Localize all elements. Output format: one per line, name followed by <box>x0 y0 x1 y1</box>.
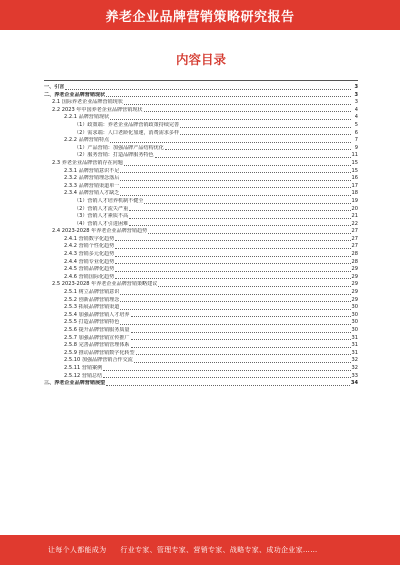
toc-entry-label: 2.3.1 品牌营销意识不足 <box>64 167 120 174</box>
toc-leader-dots <box>120 301 350 302</box>
toc-entry-label: 2.3 养老企业品牌营销存在问题 <box>52 159 123 166</box>
toc-entry-page: 15 <box>351 167 358 174</box>
toc-entry[interactable] <box>44 183 358 191</box>
toc-leader-dots <box>106 96 351 97</box>
toc-leader-dots <box>120 195 350 196</box>
toc-leader-dots <box>120 324 350 325</box>
toc-entry[interactable] <box>44 160 358 168</box>
toc-entry[interactable] <box>44 228 358 236</box>
toc-entry[interactable] <box>44 175 358 183</box>
toc-leader-dots <box>158 286 350 287</box>
toc-leader-dots <box>131 332 351 333</box>
toc-entry-label: 2.4.3 营销多元化趋势 <box>64 251 115 258</box>
toc-entry[interactable] <box>44 281 358 289</box>
toc-entry-page: 29 <box>351 281 358 288</box>
toc-entry-page: 9 <box>354 144 358 151</box>
toc-entry-page: 20 <box>351 205 358 212</box>
toc-entry-label: 2.2.2 品牌营销特点 <box>64 137 110 144</box>
toc-entry[interactable] <box>44 130 358 138</box>
toc-entry[interactable] <box>44 168 358 176</box>
toc-entry-label: （2）需求端：人口老龄化加速，消费需求多样 <box>74 129 180 136</box>
toc-entry-label: （1）产品营销：加强品牌产品结构优化 <box>74 144 164 151</box>
toc-leader-dots <box>165 149 351 150</box>
toc-entry-page: 27 <box>351 243 358 250</box>
toc-leader-dots <box>155 157 351 158</box>
toc-leader-dots <box>115 271 350 272</box>
toc-leader-dots <box>131 347 351 348</box>
toc-entry[interactable] <box>44 357 358 365</box>
toc-entry-page: 19 <box>351 197 358 204</box>
toc-entry-page: 18 <box>351 190 358 197</box>
toc-entry[interactable] <box>44 99 358 107</box>
toc-entry-label: （2）营销人才流失严重 <box>74 205 129 212</box>
toc-entry-label: 2.5.10 加强品牌营销合作交流 <box>64 357 133 364</box>
toc-entry-label: 2.5.11 营销案例 <box>64 364 103 371</box>
toc-entry-page: 15 <box>351 159 358 166</box>
toc-entry-page: 31 <box>351 334 358 341</box>
toc-entry[interactable] <box>44 206 358 214</box>
toc-leader-dots <box>120 187 350 188</box>
toc-entry-label: 2.5.1 树立品牌营销意识 <box>64 289 120 296</box>
toc-entry-label: 2.5.3 拓展品牌营销渠道 <box>64 304 120 311</box>
toc-entry-page: 33 <box>351 372 358 379</box>
toc-entry[interactable] <box>44 243 358 251</box>
toc-entry-page: 16 <box>351 175 358 182</box>
toc-entry-label: 2.4.6 营销国际化趋势 <box>64 273 115 280</box>
toc-leader-dots <box>124 165 351 166</box>
toc-leader-dots <box>134 362 351 363</box>
report-title: 养老企业品牌营销策略研究报告 <box>105 9 295 25</box>
toc-entry-label: 2.5.9 推动品牌营销数字化转型 <box>64 349 135 356</box>
toc-entry[interactable] <box>44 274 358 282</box>
toc-entry-label: 2.5.8 完善品牌营销管理体系 <box>64 342 130 349</box>
toc-entry-label: （1）政策端：养老企业品牌营销政策持续完善 <box>74 121 180 128</box>
toc-leader-dots <box>120 172 350 173</box>
toc-entry[interactable] <box>44 236 358 244</box>
toc-entry-label: 2.5.5 打造品牌营销特色 <box>64 319 120 326</box>
toc-leader-dots <box>120 180 350 181</box>
toc-entry[interactable] <box>44 350 358 358</box>
toc-entry-label: （4）营销人才引进困难 <box>74 220 129 227</box>
toc-entry[interactable] <box>44 297 358 305</box>
toc-entry-page: 31 <box>351 349 358 356</box>
toc-leader-dots <box>129 210 350 211</box>
toc-entry-page: 31 <box>351 342 358 349</box>
toc-entry-label: 三、养老企业品牌营销展望 <box>44 380 106 387</box>
toc-entry[interactable] <box>44 190 358 198</box>
toc-entry[interactable] <box>44 380 358 388</box>
toc-entry-page: 21 <box>351 213 358 220</box>
toc-entry-page: 30 <box>351 327 358 333</box>
toc-leader-dots <box>131 339 351 340</box>
toc-entry-page: 29 <box>351 266 358 273</box>
toc-entry-page: 30 <box>351 311 358 318</box>
toc-entry[interactable] <box>44 221 358 229</box>
toc-entry-page: 28 <box>351 251 358 258</box>
toc-leader-dots <box>110 119 351 120</box>
toc-entry[interactable] <box>44 198 358 206</box>
toc-entry[interactable] <box>44 373 358 381</box>
toc-entry-label: 2.2 2023 年中国养老企业品牌营销现状 <box>52 106 143 113</box>
toc-entry-page: 30 <box>351 304 358 311</box>
toc-entry[interactable] <box>44 365 358 373</box>
toc-entry[interactable] <box>44 327 358 335</box>
toc-leader-dots <box>148 233 350 234</box>
toc-entry-label: 2.5.7 加强品牌营销宣传推广 <box>64 334 130 341</box>
toc-leader-dots <box>129 225 350 226</box>
footer-slogan: 让每个人都能成为 <box>48 546 107 554</box>
toc-leader-dots <box>129 218 350 219</box>
toc-entry-page: 29 <box>351 296 358 303</box>
toc-entry-label: 2.5.2 创新品牌营销理念 <box>64 296 120 303</box>
toc-entry-label: （2）服务营销：打造品牌服务特色 <box>74 152 154 159</box>
toc-entry-page: 17 <box>351 182 358 189</box>
toc-divider <box>44 80 358 81</box>
toc-leader-dots <box>110 142 351 143</box>
toc-entry[interactable] <box>44 92 358 100</box>
toc-leader-dots <box>115 240 350 241</box>
header-banner <box>0 0 400 30</box>
toc-entry-label: （3）营销人才素质不高 <box>74 213 129 220</box>
toc-leader-dots <box>115 256 350 257</box>
toc-leader-dots <box>103 377 350 378</box>
toc-entry-page: 28 <box>351 258 358 265</box>
toc-entry-label: 2.3.2 品牌营销理念落后 <box>64 175 120 182</box>
toc-entry-label: 2.4.5 营销品牌化趋势 <box>64 266 115 273</box>
toc-title: 内容目录 <box>175 52 226 67</box>
toc-entry[interactable] <box>44 152 358 160</box>
toc-entry-label: 2.4.2 营销个性化趋势 <box>64 243 115 250</box>
toc-entry-page: 3 <box>354 84 358 90</box>
toc-leader-dots <box>103 370 350 371</box>
table-of-contents <box>44 50 358 530</box>
toc-entry-label: 2.5.4 加强品牌营销人才培养 <box>64 311 130 318</box>
toc-entry[interactable] <box>44 304 358 312</box>
toc-leader-dots <box>115 263 350 264</box>
toc-entry[interactable] <box>44 342 358 350</box>
toc-entry-label: 2.5 2023-2028 年养老企业品牌营销策略建议 <box>52 281 158 288</box>
toc-entry-page: 11 <box>351 152 358 159</box>
toc-entry[interactable] <box>44 145 358 153</box>
toc-leader-dots <box>120 309 350 310</box>
toc-entry[interactable] <box>44 259 358 267</box>
toc-entry-page: 29 <box>351 289 358 296</box>
toc-entry-page: 5 <box>354 121 358 128</box>
toc-entry[interactable] <box>44 137 358 145</box>
toc-leader-dots <box>144 111 351 112</box>
toc-entry-page: 22 <box>351 220 358 227</box>
toc-entry[interactable] <box>44 213 358 221</box>
toc-entry-label: 2.2.1 品牌营销现状 <box>64 114 110 121</box>
toc-entry[interactable] <box>44 289 358 297</box>
toc-entry-label: 2.1 国际养老企业品牌营销现状 <box>52 99 123 106</box>
toc-entry[interactable] <box>44 114 358 122</box>
toc-entry-page: 32 <box>351 364 358 371</box>
toc-entry-page: 34 <box>350 380 358 387</box>
toc-leader-dots <box>180 127 351 128</box>
toc-entry-label: 2.5.12 营销总结 <box>64 372 103 379</box>
toc-entry-page: 27 <box>351 235 358 242</box>
toc-entry-page: 3 <box>354 99 358 106</box>
toc-leader-dots <box>124 104 351 105</box>
toc-leader-dots <box>120 294 350 295</box>
toc-entry-label: 2.4 2023-2028 年养老企业品牌营销趋势 <box>52 228 148 235</box>
toc-entry-page: 30 <box>351 319 358 326</box>
toc-entry[interactable] <box>44 251 358 259</box>
toc-entry-label: 2.5.6 提升品牌营销服务质量 <box>64 327 130 333</box>
toc-entry[interactable] <box>44 107 358 115</box>
toc-entry-label: 2.3.3 品牌营销渠道单一 <box>64 182 120 189</box>
toc-leader-dots <box>136 354 351 355</box>
footer-tags: 行业专家、管理专家、营销专家、战略专家、成功企业家…… <box>120 546 318 554</box>
toc-leader-dots <box>144 203 350 204</box>
toc-entry[interactable] <box>44 319 358 327</box>
toc-leader-dots <box>131 316 351 317</box>
toc-entry-label: 二、养老企业品牌营销现状 <box>44 91 106 98</box>
toc-entry-label: 2.4.1 营销数字化趋势 <box>64 235 115 242</box>
toc-entry[interactable] <box>44 335 358 343</box>
toc-entry-label: 2.3.4 品牌营销人才缺乏 <box>64 190 120 197</box>
toc-entry-page: 3 <box>354 91 358 98</box>
toc-entry-page: 32 <box>351 357 358 364</box>
toc-list <box>44 84 358 388</box>
toc-leader-dots <box>115 278 350 279</box>
toc-entry-label: 2.4.4 营销专业化趋势 <box>64 258 115 265</box>
toc-leader-dots <box>115 248 350 249</box>
toc-leader-dots <box>106 385 350 386</box>
toc-entry[interactable] <box>44 266 358 274</box>
toc-leader-dots <box>65 89 351 90</box>
toc-entry-page: 27 <box>351 228 358 235</box>
toc-entry-page: 4 <box>354 114 358 121</box>
footer-banner <box>0 535 400 565</box>
toc-entry[interactable] <box>44 312 358 320</box>
toc-entry-page: 6 <box>354 129 358 136</box>
toc-entry-label: 一、引言 <box>44 84 65 90</box>
toc-entry-page: 29 <box>351 273 358 280</box>
toc-entry-page: 7 <box>354 137 358 144</box>
toc-entry-page: 4 <box>354 106 358 113</box>
toc-entry[interactable] <box>44 84 358 92</box>
toc-leader-dots <box>180 134 351 135</box>
toc-entry[interactable] <box>44 122 358 130</box>
toc-entry-label: （1）营销人才培养机制不健全 <box>74 197 144 204</box>
